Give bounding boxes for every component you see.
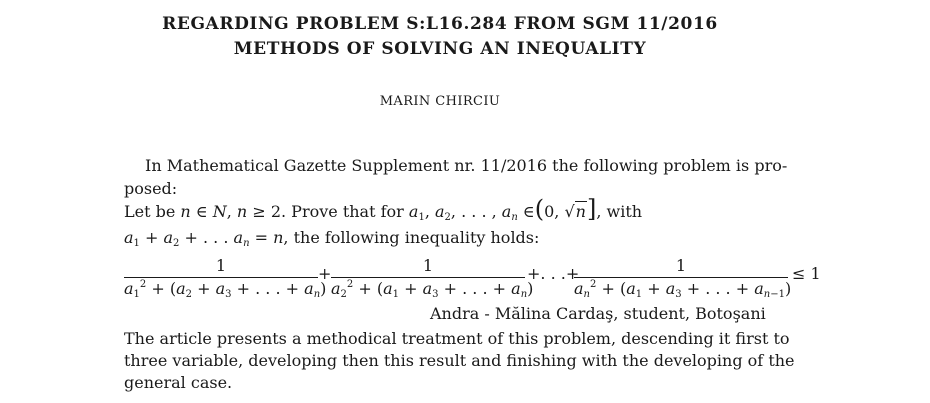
plus-sign-1: + xyxy=(318,264,332,283)
conclusion-line-2: three variable, developing then this result and finishing with the developing of the xyxy=(124,351,795,370)
conclusion-line-1: The article presents a methodical treatment of this problem, descending it first to xyxy=(124,329,790,348)
leq-one: ≤ 1 xyxy=(792,264,821,283)
formula-sum-condition: $a_1 + a_2$ + . . . $a_n = n$ xyxy=(124,228,284,249)
problem-statement xyxy=(124,195,643,223)
plus-dots-plus: +. . .+ xyxy=(527,264,580,283)
paper-title-line2: METHODS OF SOLVING AN INEQUALITY xyxy=(233,39,647,59)
intro-line-2: posed: xyxy=(124,179,178,198)
problem-lead: Let be xyxy=(124,202,176,221)
problem-mid: . Prove that for xyxy=(281,202,404,221)
condition-tail: , the following inequality holds: xyxy=(283,228,540,247)
intro-line-1: In Mathematical Gazette Supplement nr. 11/2016 the following problem is pro- xyxy=(145,156,788,175)
fraction-term-n: 1 $a_n^2 + (a_1 + a_3$ + . . . + $a_{n-1}$) xyxy=(574,256,792,300)
paper-title-line1: REGARDING PROBLEM S:L16.284 FROM SGM 11/2016 xyxy=(162,14,718,34)
conclusion-line-3: general case. xyxy=(124,373,233,392)
problem-with: , with xyxy=(596,202,643,221)
condition-line xyxy=(124,228,539,247)
formula-n-domain: n ∈ N, n ≥ 2 xyxy=(180,202,281,221)
fraction-term-2: 1 $a_2^2 + (a_1 + a_3$ + . . . + $a_n$) xyxy=(331,256,534,300)
problem-attribution: Andra - Mălina Cardaş, student, Botoşani xyxy=(430,304,766,323)
author-name: MARIN CHIRCIU xyxy=(379,94,501,109)
formula-variables: $a_1$, $a_2$, . . . , $a_n$ ∈(0, √n] xyxy=(408,195,597,223)
fraction-term-1: 1 $a_1^2 + (a_2 + a_3$ + . . . + $a_n$) xyxy=(124,256,327,300)
